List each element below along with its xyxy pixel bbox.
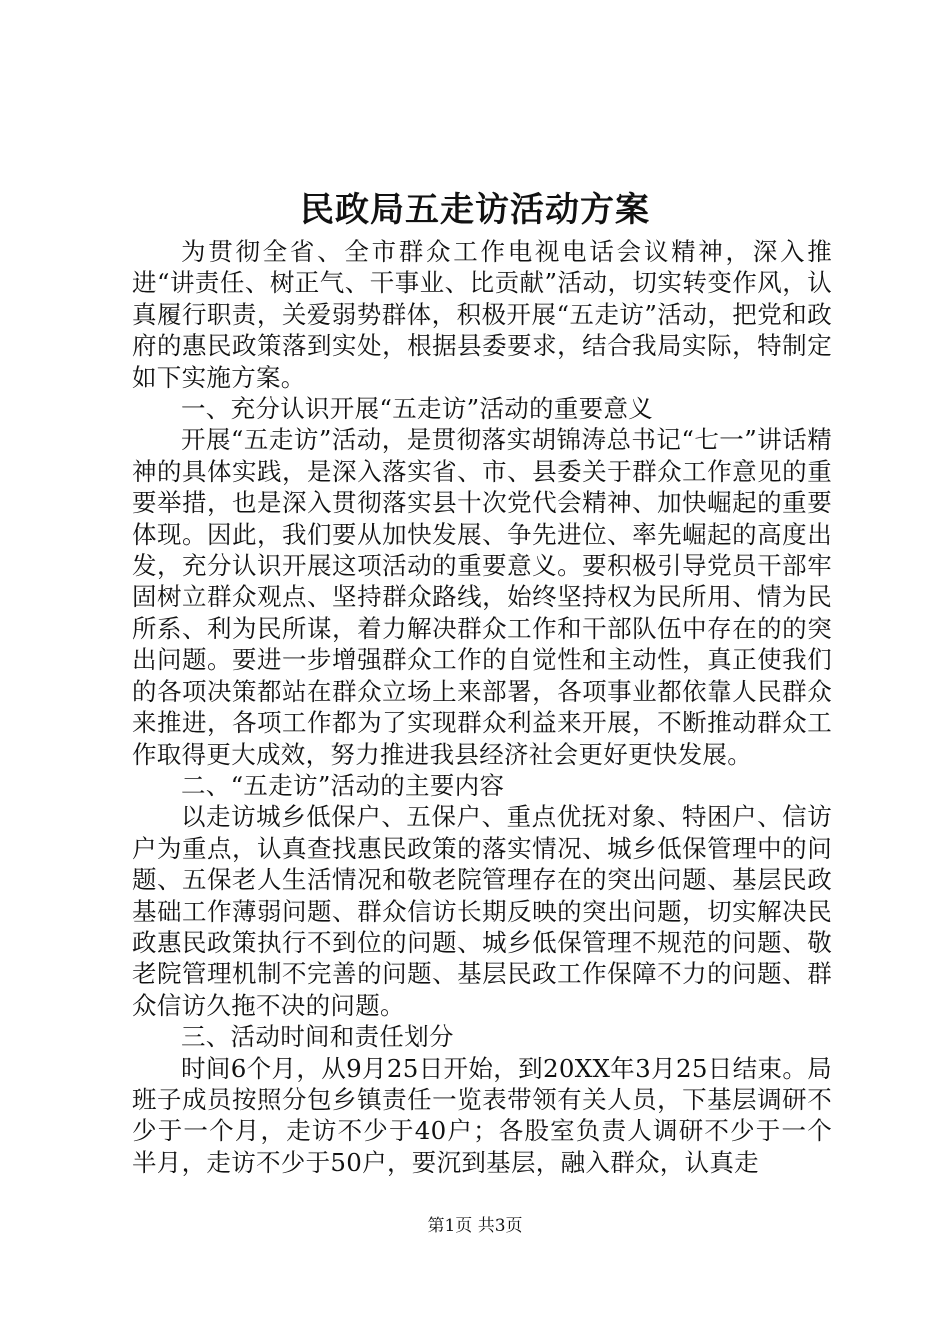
paragraph-section-1: 开展“五走访”活动，是贯彻落实胡锦涛总书记“七一”讲话精神的具体实践，是深入落实省、市、县委关于群众工作意见的重要举措，也是深入贯彻落实县十次党代会精神、加快崛起的重要体现。因此，我们要从加快发展、争先进位、率先崛起的高度出发，充分认识开展这项活动的重要意义。要积极引导党员干部牢固树立群众观点、坚持群众路线，始终坚持权为民所用、情为民所系、利为民所谋，着力解决群众工作和干部队伍中存在的的突出问题。要进一步增强群众工作的自觉性和主动性，真正使我们的各项决策都站在群众立场上来部署，各项事业都依靠人民群众来推进，各项工作都为了实现群众利益来开展，不断推动群众工作取得更大成效，努力推进我县经济社会更好更快发展。 bbox=[132, 425, 832, 769]
section-heading-1: 一、充分认识开展“五走访”活动的重要意义 bbox=[181, 394, 654, 424]
paragraph-section-3: 时间6个月，从9月25日开始，到20XX年3月25日结束。局班子成员按照分包乡镇责任一览表带领有关人员，下基层调研不少于一个月，走访不少于40户；各股室负责人调研不少于一个半月，走访不少于50户，要沉到基层，融入群众，认真走 bbox=[132, 1053, 832, 1177]
section-heading-2: 二、“五走访”活动的主要内容 bbox=[181, 770, 505, 800]
document-body bbox=[132, 236, 832, 1178]
page-footer: 第1页 共3页 bbox=[427, 1216, 523, 1236]
paragraph-intro: 为贯彻全省、全市群众工作电视电话会议精神，深入推进“讲责任、树正气、干事业、比贡献”活动，切实转变作风，认真履行职责，关爱弱势群体，积极开展“五走访”活动，把党和政府的惠民政策落到实处，根据县委要求，结合我局实际，特制定如下实施方案。 bbox=[132, 237, 832, 392]
paragraph-section-2: 以走访城乡低保户、五保户、重点优抚对象、特困户、信访户为重点，认真查找惠民政策的落实情况、城乡低保管理中的问题、五保老人生活情况和敬老院管理存在的突出问题、基层民政基础工作薄弱问题、群众信访长期反映的突出问题，切实解决民政惠民政策执行不到位的问题、城乡低保管理不规范的问题、敬老院管理机制不完善的问题、基层民政工作保障不力的问题、群众信访久拖不决的问题。 bbox=[132, 802, 832, 1020]
section-heading-3: 三、活动时间和责任划分 bbox=[181, 1022, 454, 1052]
document-title: 民政局五走访活动方案 bbox=[300, 190, 650, 230]
